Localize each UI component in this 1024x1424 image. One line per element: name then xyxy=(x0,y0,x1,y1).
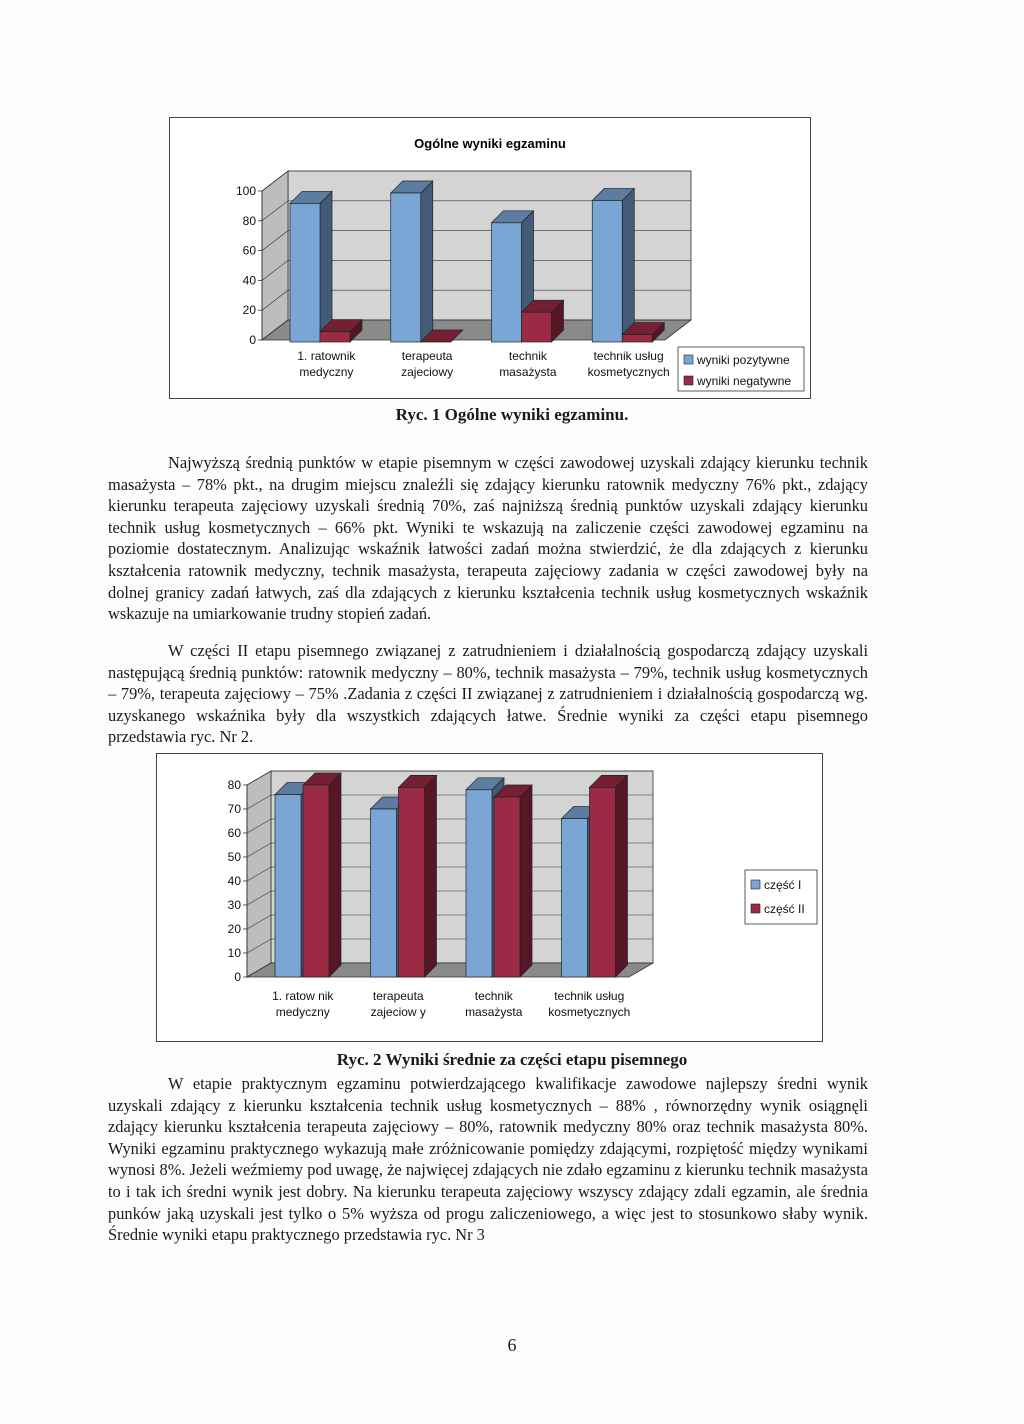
bar-series1 xyxy=(290,203,320,342)
legend-swatch xyxy=(684,376,693,385)
page-number: 6 xyxy=(507,1335,517,1355)
y-tick-label: 100 xyxy=(235,184,256,198)
bar-side xyxy=(616,775,628,977)
bar-side xyxy=(520,785,532,977)
legend-label: wyniki negatywne xyxy=(697,374,792,388)
bar-side xyxy=(421,181,433,342)
y-tick-label: 10 xyxy=(227,946,241,960)
bar-series2 xyxy=(622,335,652,342)
bar-series1 xyxy=(466,790,492,977)
x-tick-label: kosmetycznych xyxy=(587,365,670,379)
legend-label: część II xyxy=(764,902,805,916)
bar-series2 xyxy=(303,785,329,977)
x-tick-label: terapeuta xyxy=(372,989,424,1003)
bar-series1 xyxy=(371,809,397,977)
y-tick-label: 0 xyxy=(234,970,241,984)
x-tick-label: kosmetycznych xyxy=(548,1005,631,1019)
x-tick-label: medyczny xyxy=(275,1005,330,1019)
paragraph-1: Najwyższą średnią punktów w etapie pisemnym w części zawodowej uzyskali zdający kierunku technik masażysta – 78% pkt., na drugim miejscu znaleźli się zdający kierunku ratownik medyczny 76% pkt., zdający kierunku terapeuta zajęciowy uzyskali średnią 70%, zaś najniższą średnią punktów uzyskali zdający kierunku technik usług kosmetycznych – 66% pkt. Wyniki te wskazują na zaliczenie części zawodowej egzaminu na poziomie dostatecznym. Analizując wskaźnik łatwości zadań można stwierdzić, że dla zdających z kierunku kształcenia ratownik medyczny, technik masażysta, terapeuta zajęciowy zadania w części zawodowej były na dolnej granicy zadań łatwych, zaś dla zdających z kierunku kształcenia technik usług kosmetycznych wskaźnik wskazuje na umiarkowanie trudny stopień zadań. xyxy=(108,453,868,624)
bar-series1 xyxy=(592,200,622,342)
x-tick-label: 1. ratow nik xyxy=(272,989,334,1003)
x-tick-label: technik usług xyxy=(554,989,625,1003)
y-tick-label: 20 xyxy=(227,922,241,936)
chart2-svg xyxy=(157,754,822,1041)
bar-side xyxy=(329,773,341,977)
bar-series2 xyxy=(522,312,552,342)
y-tick-label: 50 xyxy=(227,850,241,864)
x-tick-label: zajeciowy xyxy=(401,365,454,379)
y-tick-label: 80 xyxy=(242,213,256,228)
bar-series2 xyxy=(399,787,425,977)
caption-ryc2: Ryc. 2 Wyniki średnie za części etapu pisemnego xyxy=(336,1050,688,1069)
chart-title: Ogólne wyniki egzaminu xyxy=(414,136,566,151)
bar-series1 xyxy=(275,795,301,977)
legend-label: część I xyxy=(764,878,802,892)
chart1-svg xyxy=(170,118,810,398)
y-tick-label: 20 xyxy=(242,303,256,318)
bar-series1 xyxy=(562,819,588,977)
x-tick-label: medyczny xyxy=(299,365,354,379)
legend-swatch xyxy=(751,904,760,913)
legend-label: wyniki pozytywne xyxy=(697,353,790,367)
chart-ogolne-wyniki xyxy=(169,117,811,399)
x-tick-label: masażysta xyxy=(499,365,557,379)
legend-swatch xyxy=(751,880,760,889)
caption-ryc1: Ryc. 1 Ogólne wyniki egzaminu. xyxy=(395,405,629,424)
x-tick-label: technik xyxy=(508,349,547,363)
legend-swatch xyxy=(684,355,693,364)
y-tick-label: 0 xyxy=(249,333,256,347)
x-tick-label: terapeuta xyxy=(401,349,453,363)
bar-series2 xyxy=(590,787,616,977)
x-tick-label: technik xyxy=(474,989,513,1003)
bar-side xyxy=(320,191,332,342)
y-tick-label: 40 xyxy=(242,273,256,288)
x-tick-label: zajeciow y xyxy=(370,1005,426,1019)
x-tick-label: masażysta xyxy=(465,1005,523,1019)
bar-side xyxy=(622,188,634,342)
x-tick-label: technik usług xyxy=(593,349,664,363)
y-tick-label: 30 xyxy=(227,898,241,912)
bar-side xyxy=(425,775,437,977)
bar-series2 xyxy=(494,797,520,977)
bar-series2 xyxy=(320,332,350,342)
bar-series1 xyxy=(492,223,522,342)
chart-wyniki-srednie xyxy=(156,753,823,1042)
side-wall xyxy=(262,171,288,340)
y-tick-label: 70 xyxy=(227,802,241,816)
x-tick-label: 1. ratownik xyxy=(297,349,356,363)
bar-series1 xyxy=(391,193,421,342)
y-tick-label: 80 xyxy=(227,778,241,792)
paragraph-2: W części II etapu pisemnego związanej z zatrudnieniem i działalnością gospodarczą zdający uzyskali następującą średnią punktów: ratownik medyczny – 80%, technik masażysta – 79%, technik usług kosmetycznych – 79%, terapeuta zajęciowy – 75% .Zadania z części II związanej z zatrudnieniem i działalnością gospodarczą wg. uzyskanego wskaźnika były dla wszystkich zdających łatwe. Średnie wyniki za części etapu pisemnego przedstawia ryc. Nr 2. xyxy=(108,641,868,747)
y-tick-label: 60 xyxy=(242,243,256,258)
y-tick-label: 40 xyxy=(227,874,241,888)
paragraph-3: W etapie praktycznym egzaminu potwierdzającego kwalifikacje zawodowe najlepszy średni wynik uzyskali zdający z kierunku kształcenia technik usług kosmetycznych – 88% , równorzędny wynik osiągnęli zdający kierunku kształcenia terapeuta zajęciowy – 80%, ratownik medyczny 80% oraz technik masażysta 80%. Wyniki egzaminu praktycznego wykazują małe zróżnicowanie pomiędzy zdającymi, rozpiętość między wynikami wynosi 8%. Jeżeli weźmiemy pod uwagę, że najwięcej zdających nie zdało egzaminu z kierunku technik masażysta to i tak ich średni wynik jest dobry. Na kierunku terapeuta zajęciowy wszyscy zdający zdali egzamin, ale średnia punków jaką uzyskali jest tylko o 5% wyższa od progu zaliczeniowego, a więc jest to stosunkowo słaby wynik. Średnie wyniki etapu praktycznego przedstawia ryc. Nr 3 xyxy=(108,1074,868,1245)
y-tick-label: 60 xyxy=(227,826,241,840)
